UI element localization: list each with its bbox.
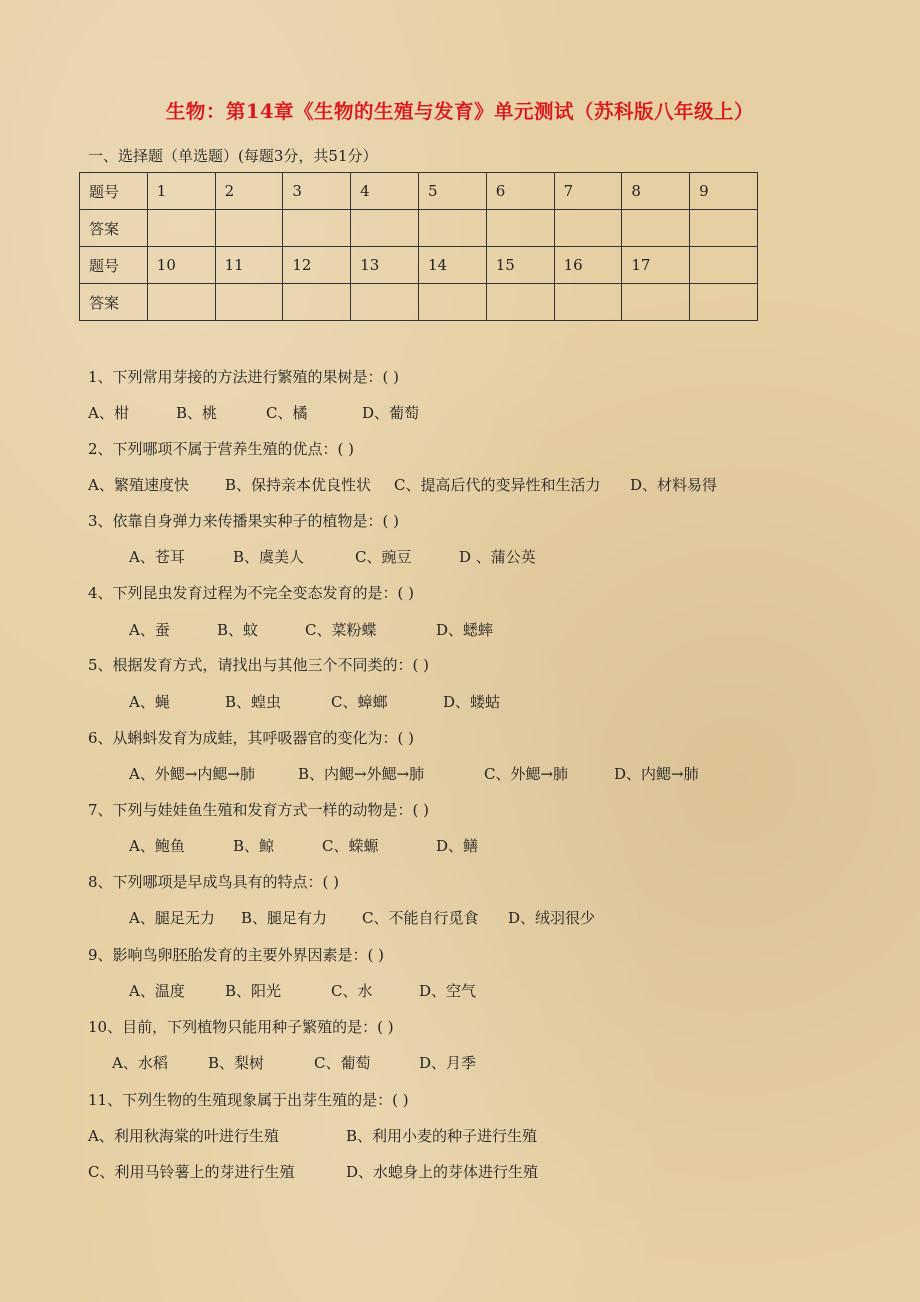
option: D、蟋蟀 xyxy=(436,621,494,639)
question-stem: 9、影响鸟卵胚胎发育的主要外界因素是：( ) xyxy=(88,946,385,964)
question-stem: 7、下列与娃娃鱼生殖和发育方式一样的动物是：( ) xyxy=(88,801,430,819)
table-cell: 答案 xyxy=(80,284,148,321)
option: B、利用小麦的种子进行生殖 xyxy=(346,1127,538,1145)
option: C、菜粉蝶 xyxy=(305,621,377,639)
table-cell: 5 xyxy=(418,173,486,210)
answer-cell[interactable] xyxy=(283,284,351,321)
table-cell: 9 xyxy=(690,173,758,210)
option: D 、蒲公英 xyxy=(459,548,536,566)
question-stem: 11、下列生物的生殖现象属于出芽生殖的是：( ) xyxy=(88,1091,409,1109)
table-cell: 1 xyxy=(147,173,215,210)
option: C、豌豆 xyxy=(355,548,412,566)
question-stem: 5、根据发育方式，请找出与其他三个不同类的：( ) xyxy=(88,656,430,674)
answer-cell[interactable] xyxy=(147,284,215,321)
option: B、梨树 xyxy=(208,1054,265,1072)
question-stem: 3、依靠自身弹力来传播果实种子的植物是：( ) xyxy=(88,512,400,530)
option: C、橘 xyxy=(266,404,308,422)
answer-cell[interactable] xyxy=(622,210,690,247)
option: A、蝇 xyxy=(129,693,170,711)
table-row xyxy=(80,247,758,284)
option: A、利用秋海棠的叶进行生殖 xyxy=(88,1127,279,1145)
option: B、桃 xyxy=(176,404,218,422)
option: D、绒羽很少 xyxy=(508,909,596,927)
table-cell: 15 xyxy=(486,247,554,284)
question-stem: 8、下列哪项是早成鸟具有的特点：( ) xyxy=(88,873,340,891)
question-options xyxy=(88,474,717,495)
option: C、利用马铃薯上的芽进行生殖 xyxy=(88,1163,295,1181)
option: A、蚕 xyxy=(129,621,170,639)
answer-cell[interactable] xyxy=(554,210,622,247)
option: A、鲍鱼 xyxy=(129,837,185,855)
answer-cell[interactable] xyxy=(283,210,351,247)
table-cell: 11 xyxy=(215,247,283,284)
table-row xyxy=(80,173,758,210)
question-options xyxy=(88,402,419,423)
option: B、内鳃→外鳃→肺 xyxy=(298,765,425,783)
question-options xyxy=(88,1125,537,1146)
table-cell: 13 xyxy=(351,247,419,284)
option: A、水稻 xyxy=(112,1054,168,1072)
answer-cell[interactable] xyxy=(690,210,758,247)
option: C、蟑螂 xyxy=(331,693,388,711)
option: B、阳光 xyxy=(225,982,282,1000)
section-heading: 一、选择题（单选题）(每题3分，共51分） xyxy=(88,147,378,165)
question-options xyxy=(129,980,476,1001)
question-options xyxy=(129,546,536,567)
table-cell: 7 xyxy=(554,173,622,210)
table-cell: 4 xyxy=(351,173,419,210)
option: D、鳝 xyxy=(436,837,479,855)
table-cell: 题号 xyxy=(80,247,148,284)
option: A、温度 xyxy=(129,982,185,1000)
table-cell: 3 xyxy=(283,173,351,210)
option: D、月季 xyxy=(419,1054,477,1072)
option: C、提高后代的变异性和生活力 xyxy=(394,476,601,494)
option: B、腿足有力 xyxy=(241,909,328,927)
table-cell: 10 xyxy=(147,247,215,284)
option: B、虞美人 xyxy=(233,548,305,566)
option: A、柑 xyxy=(88,404,129,422)
table-row xyxy=(80,284,758,321)
question-options xyxy=(129,763,699,784)
table-cell: 2 xyxy=(215,173,283,210)
question-options xyxy=(88,1161,538,1182)
option: B、保持亲本优良性状 xyxy=(225,476,372,494)
page-title: 生物：第14章《生物的生殖与发育》单元测试（苏科版八年级上） xyxy=(165,100,755,123)
answer-cell[interactable] xyxy=(486,210,554,247)
option: D、内鳃→肺 xyxy=(614,765,699,783)
option: D、葡萄 xyxy=(362,404,420,422)
answer-cell[interactable] xyxy=(215,210,283,247)
answer-cell[interactable] xyxy=(215,284,283,321)
question-options xyxy=(129,691,500,712)
question-stem: 6、从蝌蚪发育为成蛙，其呼吸器官的变化为：( ) xyxy=(88,729,415,747)
answer-table xyxy=(79,172,758,321)
option: C、不能自行觅食 xyxy=(362,909,479,927)
answer-cell[interactable] xyxy=(554,284,622,321)
table-cell: 答案 xyxy=(80,210,148,247)
table-cell: 6 xyxy=(486,173,554,210)
option: A、繁殖速度快 xyxy=(88,476,189,494)
option: C、外鳃→肺 xyxy=(484,765,569,783)
table-cell: 8 xyxy=(622,173,690,210)
option: B、鲸 xyxy=(233,837,275,855)
option: C、葡萄 xyxy=(314,1054,371,1072)
table-cell: 16 xyxy=(554,247,622,284)
option: D、空气 xyxy=(419,982,477,1000)
question-stem: 2、下列哪项不属于营养生殖的优点：( ) xyxy=(88,440,355,458)
option: C、蝾螈 xyxy=(322,837,379,855)
table-cell: 17 xyxy=(622,247,690,284)
answer-cell[interactable] xyxy=(351,284,419,321)
table-cell: 12 xyxy=(283,247,351,284)
option: C、水 xyxy=(331,982,373,1000)
table-cell: 14 xyxy=(418,247,486,284)
option: B、蝗虫 xyxy=(225,693,282,711)
question-options xyxy=(129,907,595,928)
option: A、腿足无力 xyxy=(129,909,215,927)
option: D、蝼蛄 xyxy=(443,693,501,711)
table-cell xyxy=(690,247,758,284)
answer-cell[interactable] xyxy=(486,284,554,321)
option: A、外鳃→内鳃→肺 xyxy=(129,765,255,783)
question-options xyxy=(129,835,478,856)
question-options xyxy=(129,619,493,640)
question-stem: 4、下列昆虫发育过程为不完全变态发育的是：( ) xyxy=(88,584,415,602)
answer-cell[interactable] xyxy=(622,284,690,321)
answer-cell[interactable] xyxy=(418,284,486,321)
table-row xyxy=(80,210,758,247)
option: B、蚊 xyxy=(217,621,259,639)
question-stem: 1、下列常用芽接的方法进行繁殖的果树是：( ) xyxy=(88,368,400,386)
answer-cell[interactable] xyxy=(147,210,215,247)
option: D、水螅身上的芽体进行生殖 xyxy=(346,1163,539,1181)
table-cell: 题号 xyxy=(80,173,148,210)
option: A、苍耳 xyxy=(129,548,185,566)
answer-cell[interactable] xyxy=(418,210,486,247)
option: D、材料易得 xyxy=(630,476,718,494)
question-options xyxy=(112,1052,476,1073)
question-stem: 10、目前，下列植物只能用种子繁殖的是：( ) xyxy=(88,1018,394,1036)
answer-cell[interactable] xyxy=(690,284,758,321)
answer-cell[interactable] xyxy=(351,210,419,247)
